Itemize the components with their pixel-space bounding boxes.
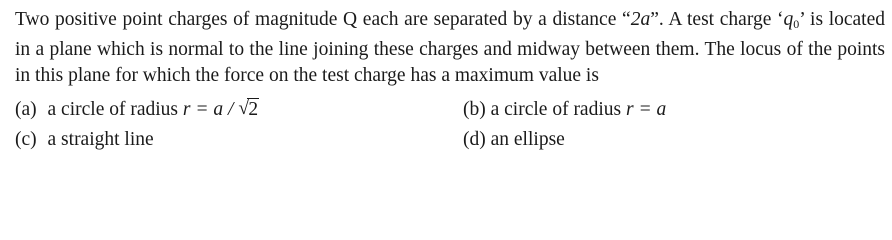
option-d-text: an ellipse [490, 129, 565, 150]
question-part-2: ”. A test charge ‘ [650, 9, 784, 30]
option-b-math: r = a [625, 99, 667, 120]
question-text [15, 7, 885, 89]
question-part-3: ’ is located in a plane which is normal to the line joining these charges and midway between them. The locus of the points in this plane for which the force on the test charge has a maximum value is [15, 9, 886, 86]
option-a-sqrt-arg: 2 [248, 99, 259, 120]
option-c-label: (c) [15, 129, 37, 150]
option-b-text: a circle of radius [490, 99, 622, 120]
option-b[interactable] [463, 98, 666, 122]
option-c[interactable] [15, 128, 154, 152]
option-a[interactable] [15, 98, 259, 122]
option-a-text: a circle of radius [47, 99, 179, 120]
question-part-1: Two positive point charges of magnitude Q each are separated by a distance “ [15, 9, 631, 30]
distance-symbol: 2a [630, 9, 651, 30]
option-b-label: (b) [463, 99, 486, 120]
option-c-text: a straight line [47, 129, 154, 150]
test-charge-subscript: 0 [793, 17, 800, 31]
test-charge-symbol: q [783, 9, 794, 30]
sqrt-icon: √ 2 [238, 98, 259, 120]
option-a-math: r = a / [182, 99, 239, 120]
option-d[interactable] [463, 128, 565, 152]
option-d-label: (d) [463, 129, 486, 150]
option-a-label: (a) [15, 99, 37, 120]
